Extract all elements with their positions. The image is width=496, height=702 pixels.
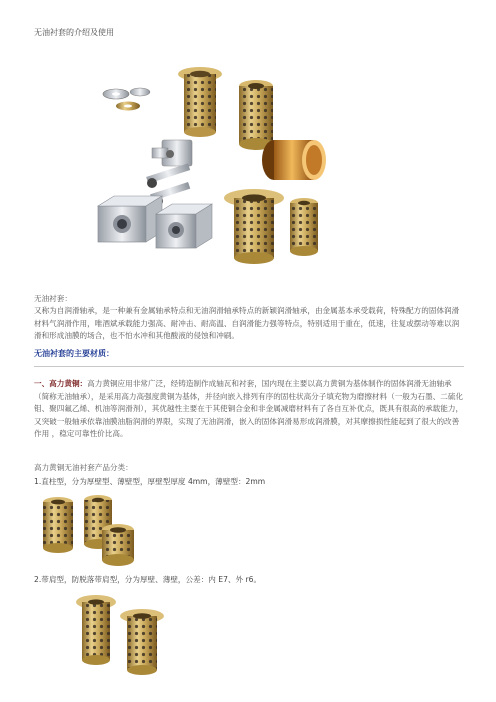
material-text: 高力黄铜应用非常广泛，经铸造制作成轴瓦和衬套，国内现在主要以高力黄铜为基体制作的固体润滑无油轴承（简称无油轴承），是采用高力高强度黄铜为基体，并径向嵌入排列有序的固柱状高分子填充物为磨擦材料（一般为石墨、二硫化钼、聚四氟乙烯、机油等润滑剂），其优越性主要在于其使铜合金和非金属减磨材料有了各自互补优点，既具有很高的承载能力，又突破一般轴承依靠油膜油脂润滑的界限，实现了无油润滑，嵌入的固体润滑易形成润滑膜，对其摩擦损性能起到了很大的改善作用 ，稳定可靠性价比高。 [34,379,464,439]
flanged-bushing-photo [70,588,180,678]
material-label: 一、高力黄铜： [34,379,88,388]
product-photo-collage [94,58,394,273]
section-heading: 无油衬套的主要材质： [34,349,114,358]
item-2-text: 2.带肩型，防脱落带肩型，分为厚壁、薄壁，公差：内 E7、外 r6。 [34,575,262,584]
straight-bushing-photo [34,490,146,568]
section-divider [34,366,464,367]
item-1-text: 1.直柱型，分为厚壁型、薄壁型，厚壁型厚度 4mm，薄壁型：2mm [34,477,266,486]
document-title: 无油衬套的介绍及使用 [34,28,114,37]
intro-label: 无油衬套： [34,294,72,303]
product-class-label: 高力黄铜无油衬套产品分类： [34,463,133,472]
material-paragraph [34,378,464,441]
intro-paragraph: 又称为自润滑轴承，是一种兼有金属轴承特点和无油润滑轴承特点的新颖润滑轴承，由金属基本承受载荷，特殊配方的固体润滑材料气润滑作用，唯酒斌承载能力强高、耐冲击、耐高温、自润滑能力强等特点，特别适用于重在，低速，往复或摆动等难以润滑和形成油膜的场合，也不怕水冲和其他酸液的侵蚀和冲刷。 [34,306,460,341]
